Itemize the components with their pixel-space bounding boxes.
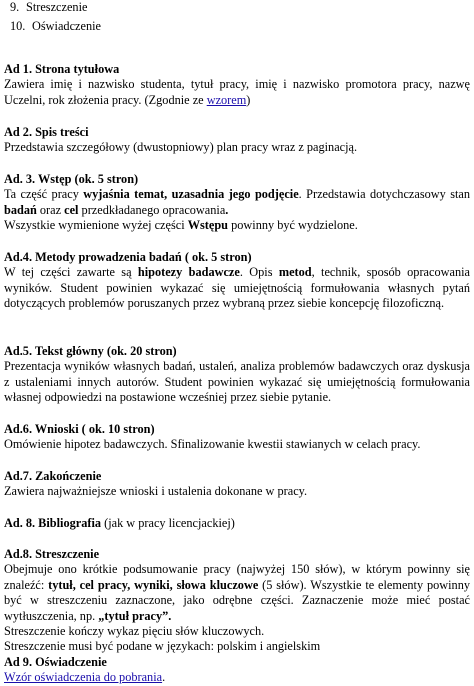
section-heading: Ad. 3. Wstęp (ok. 5 stron) [4, 172, 139, 186]
body-bold: hipotezy badawcze [137, 265, 240, 280]
section-title-page [4, 62, 470, 108]
section-heading: Ad.7. Zakończenie [4, 469, 102, 483]
section-heading: Ad 1. Strona tytułowa [4, 62, 120, 76]
body-bold: badań [4, 202, 37, 217]
section-declaration [4, 655, 470, 686]
section-body: Zawiera najważniejsze wnioski i ustalenia dokonane w pracy. [4, 484, 308, 499]
section-introduction [4, 172, 470, 234]
section-body: Streszczenie musi być podane w językach: polskim i angielskim [4, 639, 321, 654]
section-body [4, 218, 470, 233]
toc-number: 10. [10, 19, 26, 33]
declaration-download-link[interactable]: Wzór oświadczenia do pobrania [4, 670, 163, 685]
section-body: Prezentacja wyników własnych badań, ustaleń, analiza problemów badawczych oraz dyskusja z ustaleniami innych autorów. Student powinien wykazać się umiejętnością formułowania własnej odpowiedzi na postawione wcześniej przez siebie pytanie. [4, 359, 470, 405]
body-text: , technik, sposób opracowania wyników. Student powinien wykazać się umiejętnością formułowania własnych pytań dotyczących problemów poruszanych przez wybraną przez siebie koncepcję filozoficzną. [4, 265, 470, 311]
body-text: . Przedstawia dotychczasowy stan [298, 187, 470, 202]
section-body: Streszczenie kończy wykaz pięciu słów kluczowych. [4, 624, 265, 639]
body-text: powinny być wydzielone. [228, 218, 358, 233]
body-bold: „tytuł pracy”. [98, 608, 172, 623]
section-research-methods [4, 250, 470, 312]
section-heading: Ad.8. Streszczenie [4, 547, 100, 561]
body-text: Wszystkie wymienione wyżej części [4, 218, 188, 233]
body-text: (5 słów). Wszystkie te elementy powinny być w streszczeniu zaznaczone, jako odrębne części. Zaznaczenie może mieć postać wytłuszczenia, np. [4, 577, 470, 623]
section-heading: Ad.4. Metody prowadzenia badań ( ok. 5 stron) [4, 250, 252, 264]
body-bold: tytuł, cel pracy, wyniki, słowa kluczowe [48, 577, 259, 592]
section-body [4, 562, 470, 624]
section-body [4, 265, 470, 311]
body-bold: Wstępu [187, 218, 229, 233]
toc-label: Oświadczenie [32, 19, 101, 33]
body-bold: . [225, 202, 229, 217]
section-body [4, 187, 470, 218]
section-main-text [4, 344, 470, 406]
section-ending [4, 469, 470, 500]
section-bibliography [4, 516, 470, 531]
body-text: przedkładanego opracowania [78, 202, 226, 217]
section-body: Przedstawia szczegółowy (dwustopniowy) plan pracy wraz z paginacją. [4, 140, 358, 155]
toc-item-oswiadczenie [10, 19, 101, 34]
section-abstract [4, 547, 470, 655]
section-conclusions [4, 422, 470, 453]
body-text: Obejmuje ono krótkie podsumowanie pracy (najwyżej 150 słów), w którym powinny się znaleźć: [4, 562, 470, 592]
section-body: Omówienie hipotez badawczych. Sfinalizowanie kwestii stawianych w celach pracy. [4, 437, 421, 452]
toc-label: Streszczenie [26, 0, 88, 14]
section-heading: Ad.6. Wnioski ( ok. 10 stron) [4, 422, 155, 436]
section-heading [4, 516, 470, 531]
heading-note: (jak w pracy licencjackiej) [101, 516, 235, 530]
section-heading: Ad.5. Tekst główny (ok. 20 stron) [4, 344, 177, 358]
heading-bold: Ad. 8. Bibliografia [4, 516, 102, 530]
body-bold: metod [278, 265, 312, 280]
section-table-of-contents [4, 125, 470, 156]
toc-number: 9. [10, 0, 20, 14]
section-heading: Ad 9. Oświadczenie [4, 655, 107, 669]
body-text: . Opis [239, 265, 279, 280]
body-text: . [162, 670, 166, 685]
body-text: ) [246, 92, 251, 107]
body-bold: cel [64, 202, 79, 217]
body-text: Ta część pracy [4, 187, 84, 202]
body-text: oraz [36, 202, 65, 217]
toc-item-streszczenie [10, 0, 87, 15]
body-bold: wyjaśnia temat, uzasadnia jego podjęcie [83, 187, 299, 202]
section-body [4, 77, 470, 108]
body-text: Zawiera imię i nazwisko studenta, tytuł pracy, imię i nazwisko promotora pracy, nazwę Uczelni, rok złożenia pracy. (Zgodnie ze [4, 77, 470, 107]
body-text: W tej części zawarte są [4, 265, 138, 280]
section-heading: Ad 2. Spis treści [4, 125, 89, 139]
template-link[interactable]: wzorem [206, 92, 247, 107]
